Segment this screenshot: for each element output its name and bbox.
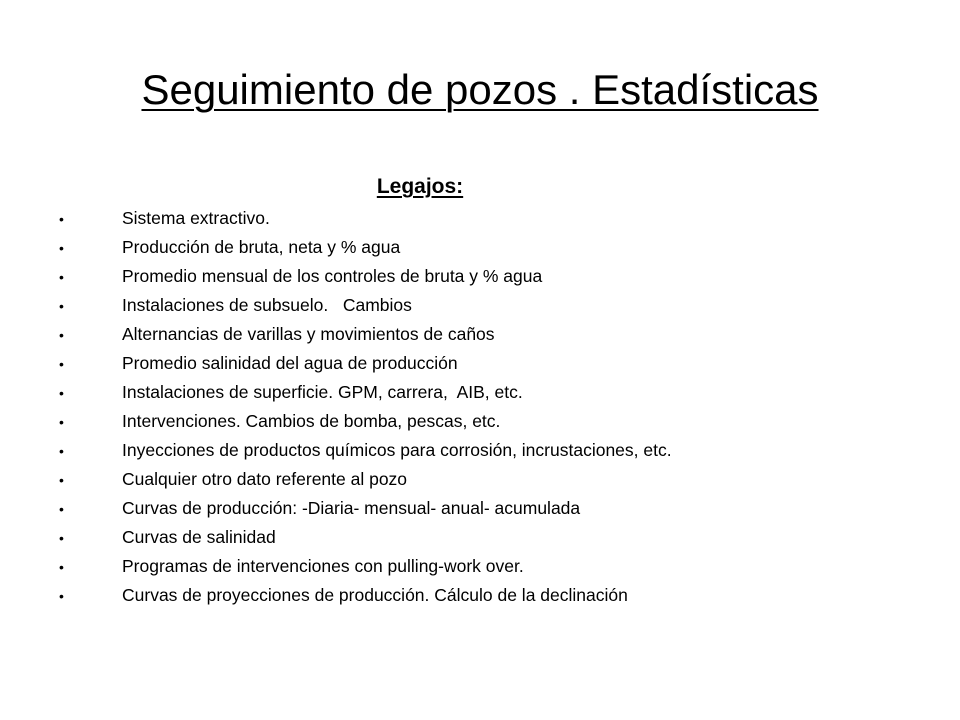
list-item-text: Inyecciones de productos químicos para corrosión, incrustaciones, etc. (122, 440, 672, 460)
list-item-text: Cualquier otro dato referente al pozo (122, 469, 408, 489)
list-item (55, 233, 915, 262)
section-subtitle-text: Legajos: (376, 175, 464, 198)
bullet-icon: • (59, 327, 64, 343)
list-item (55, 465, 915, 494)
list-item-text: Alternancias de varillas y movimientos de caños (122, 324, 495, 344)
list-item-text: Programas de intervenciones con pulling-work over. (122, 556, 524, 576)
bullet-icon: • (59, 588, 64, 604)
bullet-icon: • (59, 530, 64, 546)
bullet-icon: • (59, 298, 64, 314)
list-item-text: Producción de bruta, neta y % agua (122, 237, 401, 257)
list-item-text: Promedio salinidad del agua de producción (122, 353, 458, 373)
list-item (55, 494, 915, 523)
bullet-icon: • (59, 269, 64, 285)
list-item-text: Sistema extractivo. (122, 208, 270, 228)
list-item (55, 436, 915, 465)
list-item (55, 552, 915, 581)
list-item-text: Instalaciones de superficie. GPM, carrera, AIB, etc. (122, 382, 523, 402)
list-item (55, 581, 915, 610)
list-item-text: Instalaciones de subsuelo. Cambios (122, 295, 412, 315)
bullet-icon: • (59, 385, 64, 401)
slide-title (0, 62, 960, 118)
list-item-text: Curvas de salinidad (122, 527, 276, 547)
list-item-text: Promedio mensual de los controles de bruta y % agua (122, 266, 543, 286)
bullet-list (55, 204, 915, 610)
bullet-icon: • (59, 356, 64, 372)
list-item (55, 349, 915, 378)
list-item (55, 291, 915, 320)
bullet-icon: • (59, 443, 64, 459)
bullet-icon: • (59, 559, 64, 575)
list-item (55, 320, 915, 349)
bullet-icon: • (59, 472, 64, 488)
bullet-icon: • (59, 240, 64, 256)
section-subtitle (320, 172, 520, 202)
bullet-icon: • (59, 211, 64, 227)
bullet-icon: • (59, 501, 64, 517)
list-item (55, 204, 915, 233)
bullet-icon: • (59, 414, 64, 430)
list-item-text: Curvas de producción: -Diaria- mensual- anual- acumulada (122, 498, 581, 518)
list-item (55, 407, 915, 436)
list-item (55, 262, 915, 291)
list-item (55, 378, 915, 407)
slide-title-text: Seguimiento de pozos . Estadísticas (141, 66, 819, 113)
list-item-text: Curvas de proyecciones de producción. Cálculo de la declinación (122, 585, 628, 605)
list-item (55, 523, 915, 552)
list-item-text: Intervenciones. Cambios de bomba, pescas, etc. (122, 411, 501, 431)
